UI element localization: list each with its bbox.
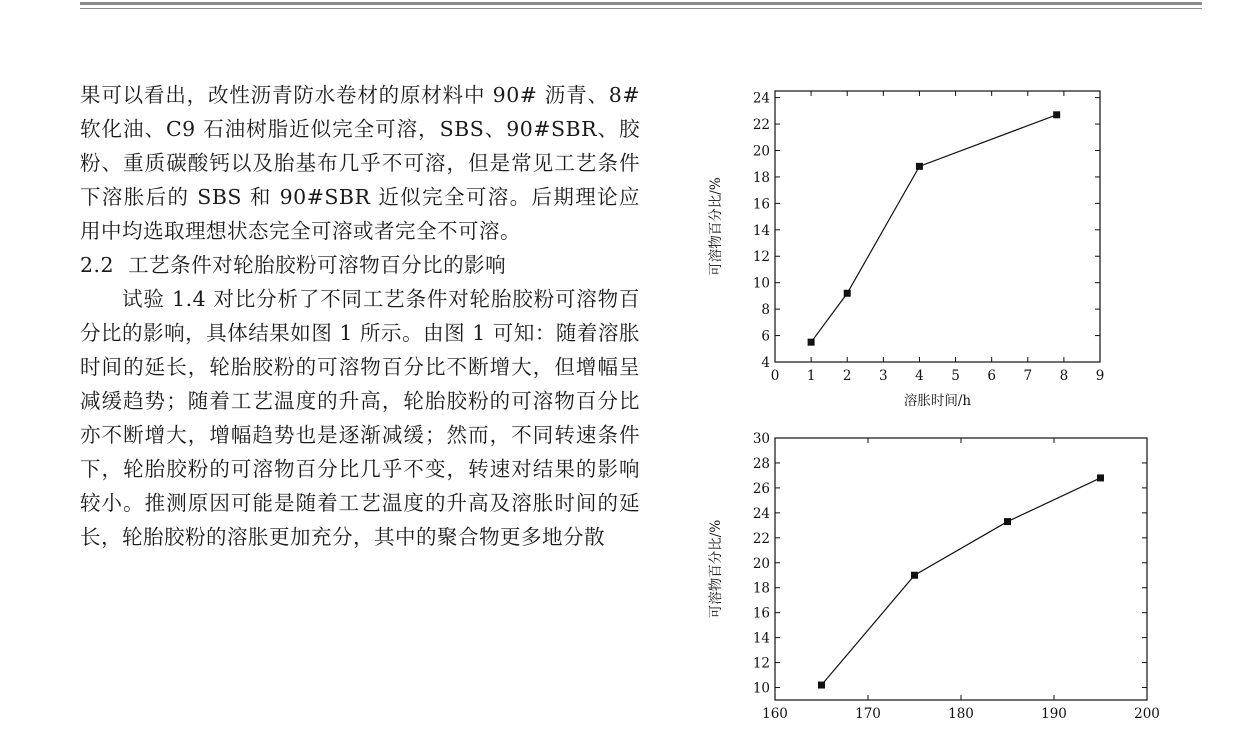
x-tick-label: 2 xyxy=(842,368,852,384)
y-tick-label: 20 xyxy=(752,143,770,160)
y-tick-label: 20 xyxy=(752,555,770,572)
x-tick-label: 200 xyxy=(1134,706,1160,722)
y-tick-label: 16 xyxy=(752,196,770,213)
y-tick-label: 10 xyxy=(752,680,770,697)
data-point xyxy=(818,682,825,689)
paragraph-2: 试验 1.4 对比分析了不同工艺条件对轮胎胶粉可溶物百分比的影响，具体结果如图 1 所示。由图 1 可知：随着溶胀时间的延长，轮胎胶粉的可溶物百分比不断增大，但增幅呈减缓趋势；随着工艺温度的升高，轮胎胶粉的可溶物百分比亦不断增大，增幅趋势也是逐渐减缓；然而，不同转速条件下，轮胎胶粉的可溶物百分比几乎不变，转速对结果的影响较小。推测原因可能是随着工艺温度的升高及溶胀时间的延长，轮胎胶粉的溶胀更加充分，其中的聚合物更多地分散 xyxy=(80,287,640,549)
x-tick-label: 6 xyxy=(987,368,996,384)
header-rule-thick xyxy=(80,2,1202,5)
x-axis-title: 溶胀时间/h xyxy=(903,393,972,409)
x-tick-label: 170 xyxy=(855,706,881,722)
data-point xyxy=(911,572,918,579)
x-tick-label: 5 xyxy=(951,368,960,384)
y-axis-title: 可溶物百分比/% xyxy=(708,177,724,276)
y-tick-label: 28 xyxy=(752,455,770,472)
x-tick-label: 3 xyxy=(879,368,888,384)
y-tick-label: 14 xyxy=(752,630,770,647)
x-tick-label: 180 xyxy=(948,706,974,722)
y-tick-label: 12 xyxy=(752,249,770,266)
y-axis-title: 可溶物百分比/% xyxy=(708,519,724,619)
section-title: 工艺条件对轮胎胶粉可溶物百分比的影响 xyxy=(128,253,507,277)
plot-frame xyxy=(775,438,1147,700)
series-line xyxy=(811,115,1057,342)
y-tick-label: 8 xyxy=(761,302,770,319)
x-tick-label: 160 xyxy=(762,706,788,722)
y-tick-label: 12 xyxy=(752,655,770,672)
x-tick-label: 0 xyxy=(770,368,780,384)
data-point xyxy=(808,339,815,346)
data-point xyxy=(1097,474,1104,481)
y-tick-label: 22 xyxy=(752,530,770,547)
x-tick-label: 1 xyxy=(806,368,816,384)
y-tick-label: 14 xyxy=(752,222,770,239)
y-tick-label: 24 xyxy=(752,90,770,107)
section-heading xyxy=(80,248,640,282)
y-tick-label: 6 xyxy=(761,328,770,345)
x-tick-label: 8 xyxy=(1059,368,1069,384)
section-number: 2.2 xyxy=(80,253,115,277)
chart-process-temperature xyxy=(700,432,1180,748)
y-tick-label: 26 xyxy=(752,480,770,497)
x-tick-label: 7 xyxy=(1023,368,1033,384)
x-tick-label: 9 xyxy=(1095,368,1105,384)
y-tick-label: 18 xyxy=(752,169,770,186)
y-tick-label: 16 xyxy=(752,605,770,622)
y-tick-label: 10 xyxy=(752,275,770,292)
x-tick-label: 190 xyxy=(1041,706,1067,722)
data-point xyxy=(916,163,923,170)
data-point xyxy=(844,290,851,297)
y-tick-label: 22 xyxy=(752,117,770,134)
plot-frame xyxy=(775,91,1100,362)
header-rule-thin xyxy=(80,8,1202,9)
series-line xyxy=(822,478,1101,685)
y-tick-label: 18 xyxy=(752,580,770,597)
y-tick-label: 30 xyxy=(752,431,770,447)
paragraph-1: 果可以看出，改性沥青防水卷材的原材料中 90# 沥青、8# 软化油、C9 石油树脂近似完全可溶，SBS、90#SBR、胶粉、重质碳酸钙以及胎基布几乎不可溶，但是常见工艺条件下溶胀后的 SBS 和 90#SBR 近似完全可溶。后期理论应用中均选取理想状态完全可溶或者完全不可溶。 xyxy=(80,83,640,243)
chart-swelling-time xyxy=(700,86,1180,426)
x-tick-label: 4 xyxy=(915,368,924,384)
data-point xyxy=(1004,518,1011,525)
y-tick-label: 24 xyxy=(752,505,770,522)
y-tick-label: 4 xyxy=(761,355,770,371)
data-point xyxy=(1053,111,1060,118)
body-text-column xyxy=(80,78,640,554)
